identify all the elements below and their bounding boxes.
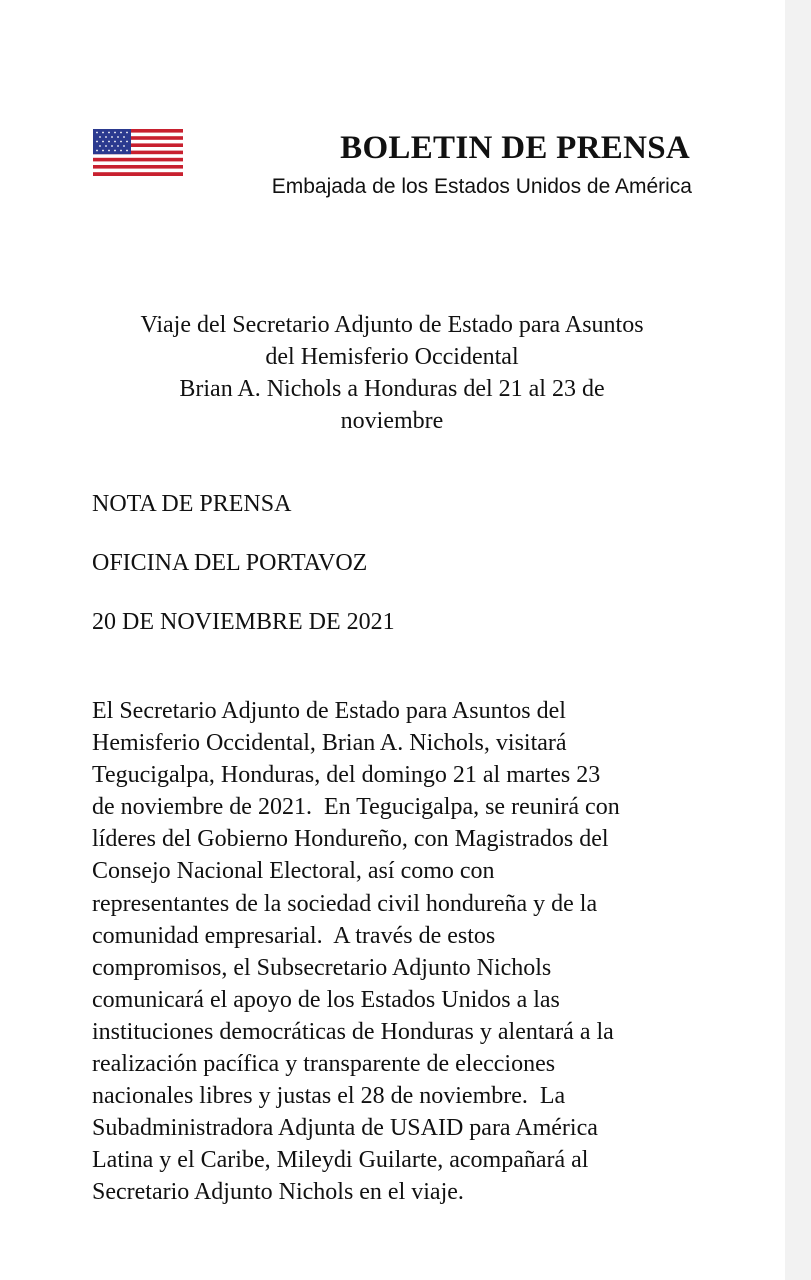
body-line: Subadministradora Adjunta de USAID para América	[92, 1115, 598, 1142]
body-line: de noviembre de 2021. En Tegucigalpa, se reunirá con	[92, 794, 620, 821]
headline-line: Viaje del Secretario Adjunto de Estado para Asuntos	[140, 312, 644, 338]
body-line: líderes del Gobierno Hondureño, con Magistrados del	[92, 826, 609, 853]
body-line: Hemisferio Occidental, Brian A. Nichols, visitará	[92, 730, 567, 757]
body-line: Latina y el Caribe, Mileydi Guilarte, acompañará al	[92, 1147, 589, 1174]
scrollbar-track[interactable]	[785, 0, 811, 1280]
body-paragraph	[92, 695, 702, 1209]
flag-canton	[93, 129, 131, 154]
body-line: realización pacífica y transparente de elecciones	[92, 1051, 556, 1078]
bulletin-title: BOLETIN DE PRENSA	[340, 130, 690, 166]
body-line: representantes de la sociedad civil hondureña y de la	[92, 890, 598, 917]
us-flag-icon	[93, 129, 183, 176]
body-line: El Secretario Adjunto de Estado para Asuntos del	[92, 698, 566, 724]
body-line: Consejo Nacional Electoral, así como con	[92, 858, 495, 885]
body-line: Tegucigalpa, Honduras, del domingo 21 al martes 23	[92, 762, 601, 789]
body-line: comunicará el apoyo de los Estados Unidos a las	[92, 986, 560, 1013]
body-line: instituciones democráticas de Honduras y alentará a la	[92, 1018, 614, 1045]
headline-line: del Hemisferio Occidental	[265, 344, 519, 370]
embassy-subtitle: Embajada de los Estados Unidos de América	[271, 175, 692, 198]
release-date: 20 DE NOVIEMBRE DE 2021	[92, 609, 395, 635]
body-line: comunidad empresarial. A través de estos	[92, 922, 496, 949]
body-line: Secretario Adjunto Nichols en el viaje.	[92, 1179, 464, 1206]
note-type: NOTA DE PRENSA	[92, 491, 292, 517]
headline	[92, 309, 692, 437]
office-name: OFICINA DEL PORTAVOZ	[92, 550, 368, 576]
body-line: nacionales libres y justas el 28 de noviembre. La	[92, 1083, 566, 1110]
headline-line: noviembre	[340, 408, 444, 434]
body-line: compromisos, el Subsecretario Adjunto Nichols	[92, 954, 552, 981]
headline-line: Brian A. Nichols a Honduras del 21 al 23 de	[179, 376, 605, 402]
